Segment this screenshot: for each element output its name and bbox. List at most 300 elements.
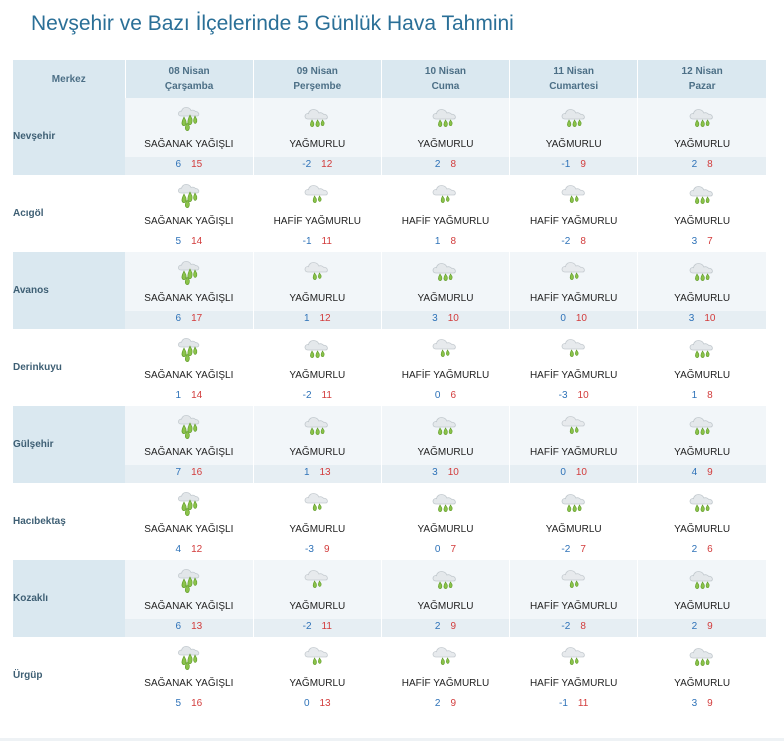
heavy-rain-icon <box>174 180 204 210</box>
max-temperature: 13 <box>319 467 331 478</box>
condition-label: YAĞMURLU <box>674 139 731 150</box>
max-temperature: 10 <box>447 313 459 324</box>
day-date: 12 Nisan <box>681 66 723 77</box>
min-temperature: 3 <box>691 698 698 709</box>
max-temperature: 10 <box>575 467 587 478</box>
light-rain-icon <box>302 642 332 672</box>
min-temperature: 2 <box>691 544 698 555</box>
max-temperature: 10 <box>704 313 716 324</box>
min-temperature: 5 <box>175 236 182 247</box>
temperature-range <box>382 621 509 632</box>
condition-label: SAĞANAK YAĞIŞLI <box>144 370 234 381</box>
heavy-rain-icon <box>174 642 204 672</box>
condition-label: YAĞMURLU <box>417 139 474 150</box>
min-temperature: 2 <box>691 159 698 170</box>
condition-label: HAFİF YAĞMURLU <box>529 601 618 612</box>
temperature-range <box>382 159 509 170</box>
rain-icon <box>302 334 332 364</box>
forecast-cell <box>253 175 381 252</box>
max-temperature: 11 <box>321 236 332 247</box>
forecast-cell-content <box>254 483 381 560</box>
max-temperature: 7 <box>450 544 457 555</box>
day-weekday: Cumartesi <box>549 81 599 92</box>
min-temperature: -3 <box>305 544 314 555</box>
min-temperature: 1 <box>175 390 182 401</box>
forecast-cell-content <box>382 483 509 560</box>
min-temperature: 2 <box>434 621 441 632</box>
min-temperature: 4 <box>691 467 698 478</box>
temperature-range <box>254 698 381 709</box>
rain-icon <box>302 103 332 133</box>
forecast-cell <box>638 483 766 560</box>
temperature-range <box>638 313 766 324</box>
forecast-cell-content <box>254 637 381 714</box>
forecast-cell <box>638 637 766 714</box>
rain-icon <box>687 180 717 210</box>
forecast-cell-content <box>638 637 766 714</box>
min-temperature: -1 <box>302 236 312 247</box>
max-temperature: 16 <box>191 467 203 478</box>
forecast-cell-content <box>125 637 253 714</box>
condition-label: HAFİF YAĞMURLU <box>273 216 361 227</box>
max-temperature: 9 <box>580 159 586 170</box>
city-name: Kozaklı <box>13 560 125 637</box>
temperature-range <box>510 159 637 170</box>
forecast-cell-content <box>382 406 509 483</box>
temperature-range <box>254 467 381 478</box>
forecast-cell-content <box>254 175 381 252</box>
rain-icon <box>687 642 717 672</box>
max-temperature: 9 <box>707 698 713 709</box>
condition-label: SAĞANAK YAĞIŞLI <box>144 139 234 150</box>
forecast-cell-content <box>254 329 381 406</box>
temperature-range <box>254 621 381 632</box>
condition-label: HAFİF YAĞMURLU <box>401 370 490 381</box>
rain-icon <box>559 103 589 133</box>
city-row <box>13 175 766 252</box>
light-rain-icon <box>302 565 332 595</box>
day-column-header <box>638 60 766 98</box>
temperature-range <box>510 390 637 401</box>
condition-label: YAĞMURLU <box>417 601 474 612</box>
max-temperature: 8 <box>450 236 457 247</box>
min-temperature: -2 <box>302 390 312 401</box>
min-temperature: -2 <box>561 236 571 247</box>
light-rain-icon <box>559 411 589 441</box>
forecast-cell <box>510 175 638 252</box>
max-temperature: 11 <box>321 621 332 632</box>
condition-label: HAFİF YAĞMURLU <box>401 678 490 689</box>
condition-label: HAFİF YAĞMURLU <box>529 293 618 304</box>
max-temperature: 10 <box>447 467 459 478</box>
forecast-cell <box>381 637 509 714</box>
heavy-rain-icon <box>174 488 204 518</box>
max-temperature: 16 <box>191 698 203 709</box>
min-temperature: 1 <box>434 236 441 247</box>
forecast-cell-content <box>510 483 637 560</box>
forecast-cell-content <box>638 483 766 560</box>
condition-label: YAĞMURLU <box>545 139 602 150</box>
forecast-cell <box>253 98 381 175</box>
max-temperature: 9 <box>450 621 457 632</box>
city-row <box>13 560 766 637</box>
condition-label: SAĞANAK YAĞIŞLI <box>144 447 234 458</box>
condition-label: YAĞMURLU <box>674 524 731 535</box>
condition-label: YAĞMURLU <box>289 524 346 535</box>
max-temperature: 7 <box>707 236 713 247</box>
min-temperature: 6 <box>175 621 182 632</box>
forecast-cell <box>510 98 638 175</box>
min-temperature: 2 <box>434 698 441 709</box>
condition-label: YAĞMURLU <box>289 139 346 150</box>
temperature-range <box>382 236 509 247</box>
max-temperature: 14 <box>191 236 203 247</box>
city-row <box>13 637 766 714</box>
temperature-range <box>510 236 637 247</box>
min-temperature: 0 <box>303 698 310 709</box>
day-weekday: Çarşamba <box>164 81 214 92</box>
rain-icon <box>559 488 589 518</box>
light-rain-icon <box>302 257 332 287</box>
condition-label: YAĞMURLU <box>417 524 474 535</box>
min-temperature: -2 <box>302 159 312 170</box>
min-temperature: 2 <box>691 621 698 632</box>
max-temperature: 10 <box>575 313 587 324</box>
max-temperature: 12 <box>321 159 333 170</box>
max-temperature: 7 <box>580 544 586 555</box>
light-rain-icon <box>559 257 589 287</box>
day-date: 09 Nisan <box>296 66 338 77</box>
city-name: Derinkuyu <box>13 362 62 374</box>
forecast-cell <box>125 637 253 714</box>
min-temperature: 3 <box>432 467 438 478</box>
forecast-cell <box>381 406 509 483</box>
min-temperature: -2 <box>302 621 312 632</box>
condition-label: YAĞMURLU <box>674 601 731 612</box>
max-temperature: 8 <box>580 236 586 247</box>
max-temperature: 8 <box>707 390 713 401</box>
condition-label: HAFİF YAĞMURLU <box>529 370 618 381</box>
min-temperature: -1 <box>559 698 568 709</box>
forecast-cell-content <box>382 560 509 637</box>
max-temperature: 14 <box>191 390 203 401</box>
min-temperature: 6 <box>175 313 182 324</box>
rain-icon <box>430 257 460 287</box>
day-column-header <box>381 60 509 98</box>
condition-label: HAFİF YAĞMURLU <box>529 216 618 227</box>
max-temperature: 6 <box>707 544 713 555</box>
min-temperature: 0 <box>560 467 566 478</box>
temperature-range <box>638 621 766 632</box>
day-date: 10 Nisan <box>424 66 467 77</box>
min-temperature: 0 <box>560 313 566 324</box>
city-row <box>13 483 766 560</box>
max-temperature: 9 <box>450 698 457 709</box>
temperature-range <box>125 390 253 401</box>
forecast-cell <box>125 175 253 252</box>
min-temperature: 5 <box>175 698 182 709</box>
temperature-range <box>125 236 253 247</box>
condition-label: YAĞMURLU <box>417 447 474 458</box>
temperature-range <box>125 159 253 170</box>
forecast-cell <box>125 560 253 637</box>
rain-icon <box>687 257 717 287</box>
temperature-range <box>510 313 637 324</box>
day-weekday: Cuma <box>431 81 460 92</box>
light-rain-icon <box>302 488 332 518</box>
forecast-cell <box>125 406 253 483</box>
condition-label: SAĞANAK YAĞIŞLI <box>144 216 234 227</box>
forecast-cell <box>381 483 509 560</box>
forecast-cell-content <box>382 175 509 252</box>
city-name: Acıgöl <box>13 208 44 220</box>
rain-icon <box>687 565 717 595</box>
condition-label: HAFİF YAĞMURLU <box>529 447 618 458</box>
condition-label: YAĞMURLU <box>674 447 731 458</box>
temperature-range <box>638 236 766 247</box>
min-temperature: -2 <box>561 621 571 632</box>
condition-label: SAĞANAK YAĞIŞLI <box>144 293 234 304</box>
condition-label: YAĞMURLU <box>545 524 602 535</box>
forecast-cell <box>638 329 766 406</box>
min-temperature: 1 <box>691 390 698 401</box>
temperature-range <box>382 313 509 324</box>
forecast-cell <box>253 483 381 560</box>
rain-icon <box>687 411 717 441</box>
forecast-cell <box>381 329 509 406</box>
condition-label: YAĞMURLU <box>289 447 346 458</box>
forecast-cell <box>125 329 253 406</box>
temperature-range <box>382 390 509 401</box>
max-temperature: 11 <box>321 390 332 401</box>
forecast-table <box>13 60 766 714</box>
min-temperature: -1 <box>561 159 571 170</box>
page-title: Nevşehir ve Bazı İlçelerinde 5 Günlük Hava Tahmini <box>31 12 514 35</box>
forecast-cell-content <box>638 329 766 406</box>
heavy-rain-icon <box>174 411 204 441</box>
forecast-cell-content <box>254 406 381 483</box>
day-column-header <box>253 60 381 98</box>
light-rain-icon <box>559 642 589 672</box>
forecast-cell-content <box>125 483 253 560</box>
max-temperature: 8 <box>580 621 586 632</box>
forecast-cell <box>510 560 638 637</box>
min-temperature: 1 <box>303 467 310 478</box>
max-temperature: 8 <box>707 159 713 170</box>
temperature-range <box>638 467 766 478</box>
city-row <box>13 252 766 329</box>
forecast-cell <box>638 175 766 252</box>
temperature-range <box>125 467 253 478</box>
day-column-header <box>510 60 638 98</box>
city-row <box>13 98 766 175</box>
min-temperature: 3 <box>688 313 695 324</box>
forecast-cell-content <box>125 98 253 175</box>
temperature-range <box>254 544 381 555</box>
city-name: Gülşehir <box>13 406 125 483</box>
light-rain-icon <box>430 642 460 672</box>
forecast-header-row <box>13 60 766 98</box>
max-temperature: 12 <box>319 313 331 324</box>
day-date: 11 Nisan <box>553 66 594 77</box>
condition-label: YAĞMURLU <box>674 293 731 304</box>
forecast-cell-content <box>382 637 509 714</box>
forecast-cell-content <box>510 98 637 175</box>
min-temperature: -2 <box>561 544 571 555</box>
temperature-range <box>510 621 637 632</box>
forecast-cell <box>381 175 509 252</box>
forecast-cell-content <box>125 252 253 329</box>
rain-icon <box>430 565 460 595</box>
condition-label: YAĞMURLU <box>289 678 346 689</box>
min-temperature: 3 <box>432 313 438 324</box>
condition-label: YAĞMURLU <box>289 293 346 304</box>
min-temperature: 7 <box>175 467 182 478</box>
temperature-range <box>382 467 509 478</box>
forecast-cell-content <box>510 175 637 252</box>
condition-label: SAĞANAK YAĞIŞLI <box>144 524 234 535</box>
forecast-cell-content <box>510 637 637 714</box>
forecast-cell <box>253 329 381 406</box>
forecast-cell-content <box>510 252 637 329</box>
heavy-rain-icon <box>174 565 204 595</box>
min-temperature: -3 <box>558 390 568 401</box>
city-name: Ürgüp <box>13 670 43 682</box>
forecast-cell-content <box>254 252 381 329</box>
forecast-cell <box>638 252 766 329</box>
forecast-cell-content <box>510 406 637 483</box>
rain-icon <box>687 334 717 364</box>
condition-label: YAĞMURLU <box>289 370 346 381</box>
condition-label: SAĞANAK YAĞIŞLI <box>144 678 234 689</box>
forecast-cell-content <box>125 329 253 406</box>
forecast-cell-content <box>254 98 381 175</box>
forecast-cell <box>125 252 253 329</box>
forecast-cell <box>381 560 509 637</box>
forecast-cell <box>510 406 638 483</box>
condition-label: YAĞMURLU <box>289 601 346 612</box>
forecast-cell-content <box>638 98 766 175</box>
light-rain-icon <box>559 180 589 210</box>
light-rain-icon <box>430 180 460 210</box>
max-temperature: 17 <box>191 313 203 324</box>
min-temperature: 0 <box>434 544 441 555</box>
light-rain-icon <box>430 334 460 364</box>
min-temperature: 4 <box>175 544 182 555</box>
max-temperature: 9 <box>323 544 330 555</box>
forecast-cell <box>638 560 766 637</box>
forecast-cell <box>381 98 509 175</box>
temperature-range <box>382 544 509 555</box>
min-temperature: 3 <box>691 236 698 247</box>
location-column-header: Merkez <box>13 60 125 98</box>
condition-label: HAFİF YAĞMURLU <box>401 216 490 227</box>
city-name: Hacıbektaş <box>13 516 66 528</box>
max-temperature: 6 <box>450 390 457 401</box>
temperature-range <box>510 544 637 555</box>
temperature-range <box>638 544 766 555</box>
min-temperature: 0 <box>434 390 441 401</box>
city-row <box>13 329 766 406</box>
temperature-range <box>638 390 766 401</box>
max-temperature: 9 <box>707 621 713 632</box>
rain-icon <box>302 411 332 441</box>
max-temperature: 8 <box>450 159 457 170</box>
min-temperature: 6 <box>175 159 182 170</box>
condition-label: YAĞMURLU <box>417 293 474 304</box>
condition-label: HAFİF YAĞMURLU <box>529 678 618 689</box>
temperature-range <box>125 621 253 632</box>
forecast-cell <box>510 329 638 406</box>
forecast-cell <box>253 637 381 714</box>
forecast-cell <box>125 98 253 175</box>
heavy-rain-icon <box>174 334 204 364</box>
temperature-range <box>510 467 637 478</box>
temperature-range <box>638 698 766 709</box>
rain-icon <box>687 488 717 518</box>
forecast-cell <box>253 560 381 637</box>
forecast-cell <box>253 406 381 483</box>
forecast-cell-content <box>638 406 766 483</box>
max-temperature: 10 <box>577 390 589 401</box>
forecast-cell-content <box>638 175 766 252</box>
max-temperature: 13 <box>191 621 203 632</box>
rain-icon <box>430 411 460 441</box>
forecast-cell <box>381 252 509 329</box>
day-weekday: Perşembe <box>293 81 342 92</box>
temperature-range <box>638 159 766 170</box>
forecast-cell-content <box>254 560 381 637</box>
day-date: 08 Nisan <box>168 66 210 77</box>
max-temperature: 15 <box>191 159 203 170</box>
forecast-cell <box>125 483 253 560</box>
condition-label: YAĞMURLU <box>674 216 731 227</box>
temperature-range <box>254 159 381 170</box>
city-name: Nevşehir <box>13 98 125 175</box>
forecast-cell-content <box>638 560 766 637</box>
light-rain-icon <box>559 334 589 364</box>
day-weekday: Pazar <box>688 81 716 92</box>
forecast-cell-content <box>510 329 637 406</box>
forecast-cell <box>638 98 766 175</box>
forecast-cell <box>510 483 638 560</box>
max-temperature: 11 <box>577 698 589 709</box>
min-temperature: 1 <box>303 313 310 324</box>
forecast-cell-content <box>125 175 253 252</box>
rain-icon <box>687 103 717 133</box>
rain-icon <box>430 488 460 518</box>
max-temperature: 13 <box>319 698 331 709</box>
forecast-cell <box>510 252 638 329</box>
forecast-cell-content <box>382 329 509 406</box>
rain-icon <box>430 103 460 133</box>
day-column-header <box>125 60 253 98</box>
max-temperature: 9 <box>707 467 713 478</box>
forecast-cell <box>510 637 638 714</box>
temperature-range <box>382 698 509 709</box>
city-name: Avanos <box>13 252 125 329</box>
temperature-range <box>510 698 637 709</box>
city-row <box>13 406 766 483</box>
forecast-cell-content <box>125 560 253 637</box>
forecast-cell-content <box>638 252 766 329</box>
condition-label: YAĞMURLU <box>674 678 731 689</box>
condition-label: YAĞMURLU <box>674 370 731 381</box>
forecast-cell <box>638 406 766 483</box>
light-rain-icon <box>559 565 589 595</box>
temperature-range <box>254 390 381 401</box>
forecast-cell <box>253 252 381 329</box>
